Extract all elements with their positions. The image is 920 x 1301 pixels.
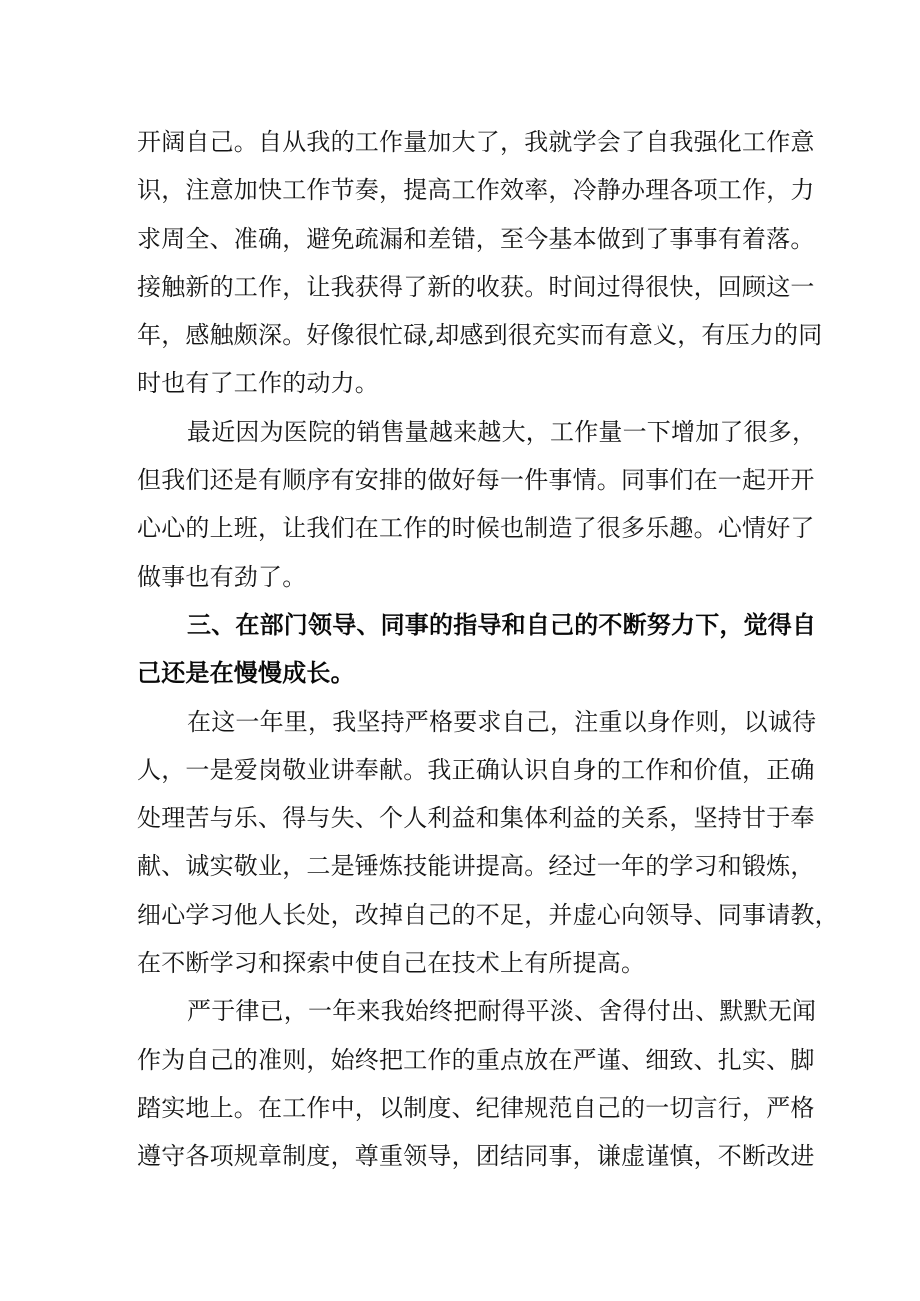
text-line: 时也有了工作的动力。: [137, 369, 379, 398]
text-line: 细心学习他人长处，改掉自己的不足，并虚心向领导、同事请教，: [137, 900, 839, 929]
text-line: 但我们还是有顺序有安排的做好每一件事情。同事们在一起开开: [137, 466, 815, 495]
text-line: 识，注意加快工作节奏，提高工作效率，冷静办理各项工作，力: [137, 176, 815, 205]
text-line: 做事也有劲了。: [137, 562, 307, 591]
document-body: [137, 118, 839, 1181]
text-line: 心心的上班，让我们在工作的时候也制造了很多乐趣。心情好了: [137, 514, 815, 543]
text-line: 踏实地上。在工作中，以制度、纪律规范自己的一切言行，严格: [137, 1093, 815, 1122]
text-line: 处理苦与乐、得与失、个人利益和集体利益的关系，坚持甘于奉: [137, 804, 815, 833]
paragraph-strict-with-self: [137, 987, 817, 1180]
text-line: 年，感触颇深。好像很忙碌,却感到很充实而有意义，有压力的同: [137, 321, 823, 350]
paragraph-hospital-sales: [137, 408, 817, 601]
heading-line: 己还是在慢慢成长。: [137, 659, 355, 688]
text-line: 严于律已，一年来我始终把耐得平淡、舍得付出、默默无闻: [187, 997, 817, 1026]
paragraph-self-discipline-year: [137, 698, 839, 988]
heading-line: 三、在部门领导、同事的指导和自己的不断努力下，觉得自: [187, 610, 817, 639]
text-line: 遵守各项规章制度，尊重领导，团结同事，谦虚谨慎，不断改进: [137, 1142, 815, 1171]
text-line: 献、诚实敬业，二是锤炼技能讲提高。经过一年的学习和锻炼，: [137, 852, 815, 881]
text-line: 开阔自己。自从我的工作量加大了，我就学会了自我强化工作意: [137, 128, 815, 156]
text-line: 在不断学习和探索中使自己在技术上有所提高。: [137, 949, 646, 978]
text-line: 在这一年里，我坚持严格要求自己，注重以身作则，以诚待: [187, 707, 817, 736]
text-line: 人，一是爱岗敬业讲奉献。我正确认识自身的工作和价值，正确: [137, 755, 815, 784]
section-heading-three: [137, 601, 817, 698]
text-line: 接触新的工作，让我获得了新的收获。时间过得很快，回顾这一: [137, 272, 815, 301]
text-line: 作为自己的准则，始终把工作的重点放在严谨、细致、扎实、脚: [137, 1045, 815, 1074]
text-line: 求周全、准确，避免疏漏和差错，至今基本做到了事事有着落。: [137, 224, 815, 253]
paragraph-work-efficiency: [137, 118, 823, 408]
text-line: 最近因为医院的销售量越来越大，工作量一下增加了很多，: [187, 417, 817, 446]
